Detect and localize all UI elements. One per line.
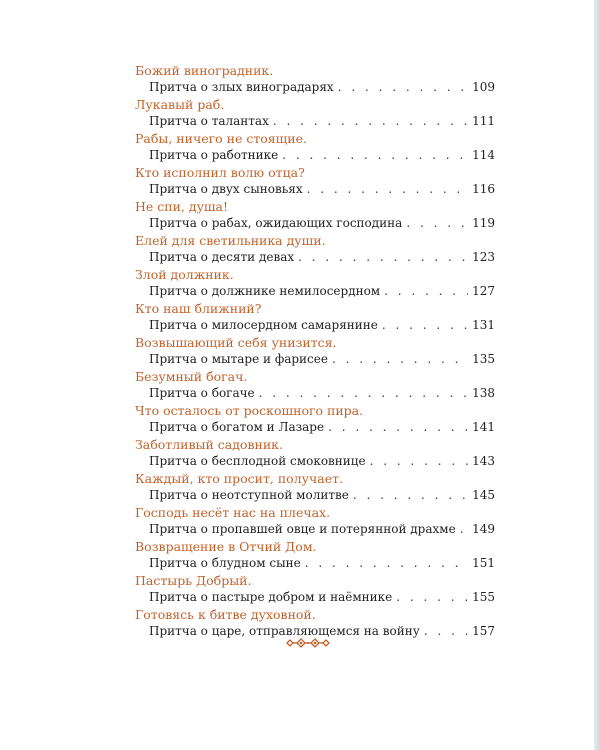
parable-title: Притча о бесплодной смоковнице [149, 454, 366, 468]
parable-title: Притча о талантах [149, 114, 269, 128]
toc-line [135, 283, 495, 300]
page-number: 157 [472, 624, 495, 638]
toc-entry [135, 198, 495, 232]
leader-dots [332, 351, 468, 368]
toc-entry [135, 470, 495, 504]
page-number: 114 [472, 148, 495, 162]
page-number: 131 [472, 318, 495, 332]
toc-entry [135, 538, 495, 572]
page-number: 151 [472, 556, 495, 570]
toc-line [135, 419, 495, 436]
toc-entry [135, 300, 495, 334]
parable-title: Притча о работнике [149, 148, 279, 162]
leader-dots [307, 181, 468, 198]
page-number: 143 [472, 454, 495, 468]
toc-line [135, 555, 495, 572]
toc-entry [135, 368, 495, 402]
toc-line [135, 249, 495, 266]
page-number: 141 [472, 420, 495, 434]
parable-title: Притча о богаче [149, 386, 255, 400]
section-title: Елей для светильника души. [135, 233, 326, 248]
section-title: Лукавый раб. [135, 97, 225, 112]
toc-entry [135, 504, 495, 538]
leader-dots [384, 283, 468, 300]
page-number: 127 [472, 284, 495, 298]
page-number: 135 [472, 352, 495, 366]
leader-dots [305, 555, 468, 572]
page-edge [594, 0, 600, 750]
parable-title: Притча о царе, отправляющемся на войну [149, 624, 420, 638]
toc-line [135, 487, 495, 504]
leader-dots [370, 453, 468, 470]
page-number: 149 [472, 522, 495, 536]
page-number: 155 [472, 590, 495, 604]
parable-title: Притча о богатом и Лазаре [149, 420, 325, 434]
section-title: Не спи, душа! [135, 199, 229, 214]
page-number: 145 [472, 488, 495, 502]
toc-line [135, 385, 495, 402]
section-title: Что осталось от роскошного пира. [135, 403, 364, 418]
toc-line [135, 351, 495, 368]
toc-line [135, 113, 495, 130]
leader-dots [282, 147, 468, 164]
toc-entry [135, 266, 495, 300]
toc-line [135, 79, 495, 96]
parable-title: Притча о блудном сыне [149, 556, 301, 570]
parable-title: Притча о десяти девах [149, 250, 295, 264]
leader-dots [406, 215, 468, 232]
parable-title: Притча о мытаре и фарисее [149, 352, 328, 366]
page-number: 116 [472, 182, 495, 196]
toc-entry [135, 130, 495, 164]
section-title: Кто исполнил волю отца? [135, 165, 305, 180]
section-title: Готовясь к битве духовной. [135, 607, 316, 622]
parable-title: Притча о милосердном самарянине [149, 318, 378, 332]
toc-entry [135, 436, 495, 470]
parable-title: Притча о пастыре добром и наёмнике [149, 590, 393, 604]
section-title: Возвращение в Отчий Дом. [135, 539, 317, 554]
toc-entry [135, 572, 495, 606]
toc-line [135, 181, 495, 198]
leader-dots [338, 79, 468, 96]
parable-title: Притча о пропавшей овце и потерянной драхме [149, 522, 456, 536]
section-title: Божий виноградник. [135, 63, 274, 78]
parable-title: Притча о неотступной молитве [149, 488, 349, 502]
toc-entry [135, 62, 495, 96]
section-title: Кто наш ближний? [135, 301, 262, 316]
leader-dots [460, 521, 468, 538]
leader-dots [424, 623, 468, 640]
page-number: 138 [472, 386, 495, 400]
leader-dots [259, 385, 468, 402]
toc-line [135, 589, 495, 606]
leader-dots [382, 317, 468, 334]
section-title: Каждый, кто просит, получает. [135, 471, 343, 486]
toc-entry [135, 606, 495, 640]
leader-dots [273, 113, 468, 130]
toc-entry [135, 334, 495, 368]
section-title: Злой должник. [135, 267, 234, 282]
section-title: Пастырь Добрый. [135, 573, 252, 588]
toc-line [135, 453, 495, 470]
leader-dots [353, 487, 468, 504]
section-title: Возвышающий себя унизится. [135, 335, 337, 350]
toc-entry [135, 232, 495, 266]
parable-title: Притча о злых виноградарях [149, 80, 334, 94]
page-number: 119 [472, 216, 495, 230]
toc-line [135, 521, 495, 538]
section-title: Господь несёт нас на плечах. [135, 505, 331, 520]
toc-entry [135, 164, 495, 198]
leader-dots [298, 249, 468, 266]
leader-dots [328, 419, 468, 436]
toc-entry [135, 402, 495, 436]
toc-entry [135, 96, 495, 130]
parable-title: Притча о должнике немилосердном [149, 284, 381, 298]
page-number: 123 [472, 250, 495, 264]
toc-line [135, 147, 495, 164]
parable-title: Притча о рабах, ожидающих господина [149, 216, 403, 230]
toc-line [135, 317, 495, 334]
page-number: 109 [472, 80, 495, 94]
table-of-contents [135, 62, 495, 640]
section-title: Заботливый садовник. [135, 437, 283, 452]
leader-dots [396, 589, 468, 606]
section-title: Рабы, ничего не стоящие. [135, 131, 308, 146]
diamond-chain-ornament-icon [286, 637, 330, 649]
parable-title: Притча о двух сыновьях [149, 182, 303, 196]
toc-line [135, 215, 495, 232]
section-title: Безумный богач. [135, 369, 248, 384]
page-number: 111 [472, 114, 495, 128]
